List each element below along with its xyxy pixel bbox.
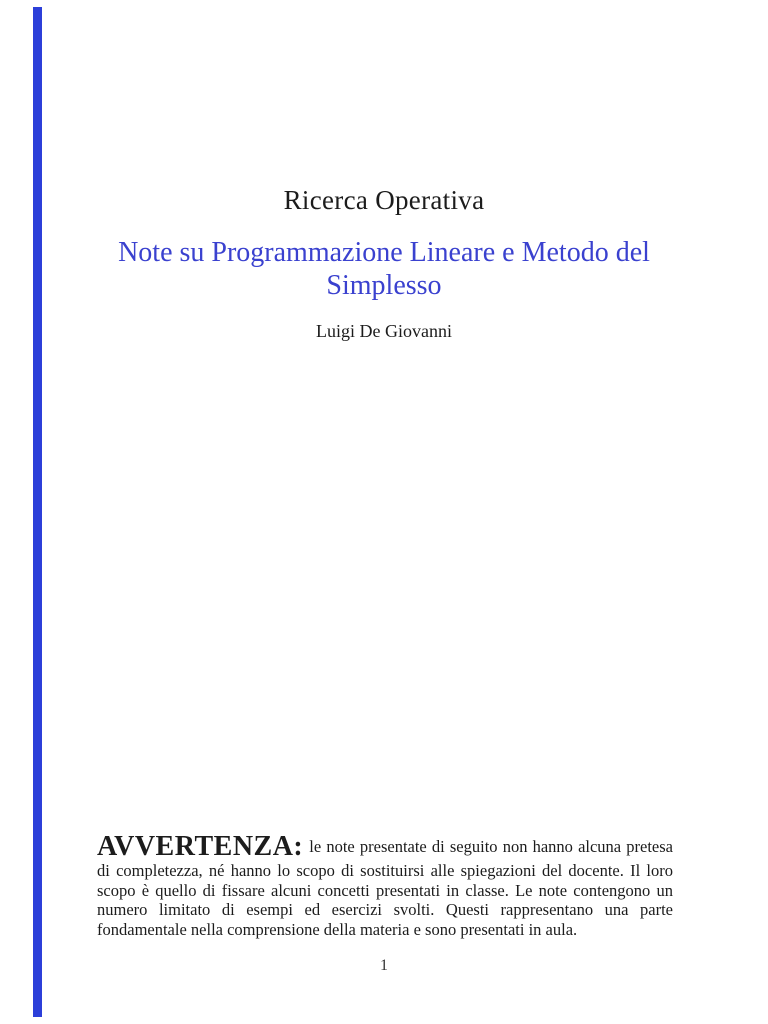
left-accent-bar bbox=[33, 7, 42, 1017]
document-title-line2: Simplesso bbox=[326, 270, 442, 301]
notice-text: le note presentate di seguito non hanno alcuna pretesa di completezza, né hanno lo scopo di sostituirsi alle spiegazioni del docente. Il loro scopo è quello di fissare alcuni concetti presentati in classe. Le note contengono un numero limitato di esempi ed esercizi svolti. Questi rappresentano una parte fondamentale nella comprensione della materia e sono presentati in aula. bbox=[97, 837, 673, 939]
document-title bbox=[0, 236, 768, 302]
document-title-line1: Note su Programmazione Lineare e Metodo del bbox=[118, 237, 650, 268]
notice-lead: AVVERTENZA: bbox=[97, 831, 304, 862]
notice-paragraph bbox=[97, 833, 673, 939]
page-number: 1 bbox=[380, 957, 388, 974]
author-name: Luigi De Giovanni bbox=[316, 321, 452, 341]
course-title: Ricerca Operativa bbox=[283, 185, 485, 215]
